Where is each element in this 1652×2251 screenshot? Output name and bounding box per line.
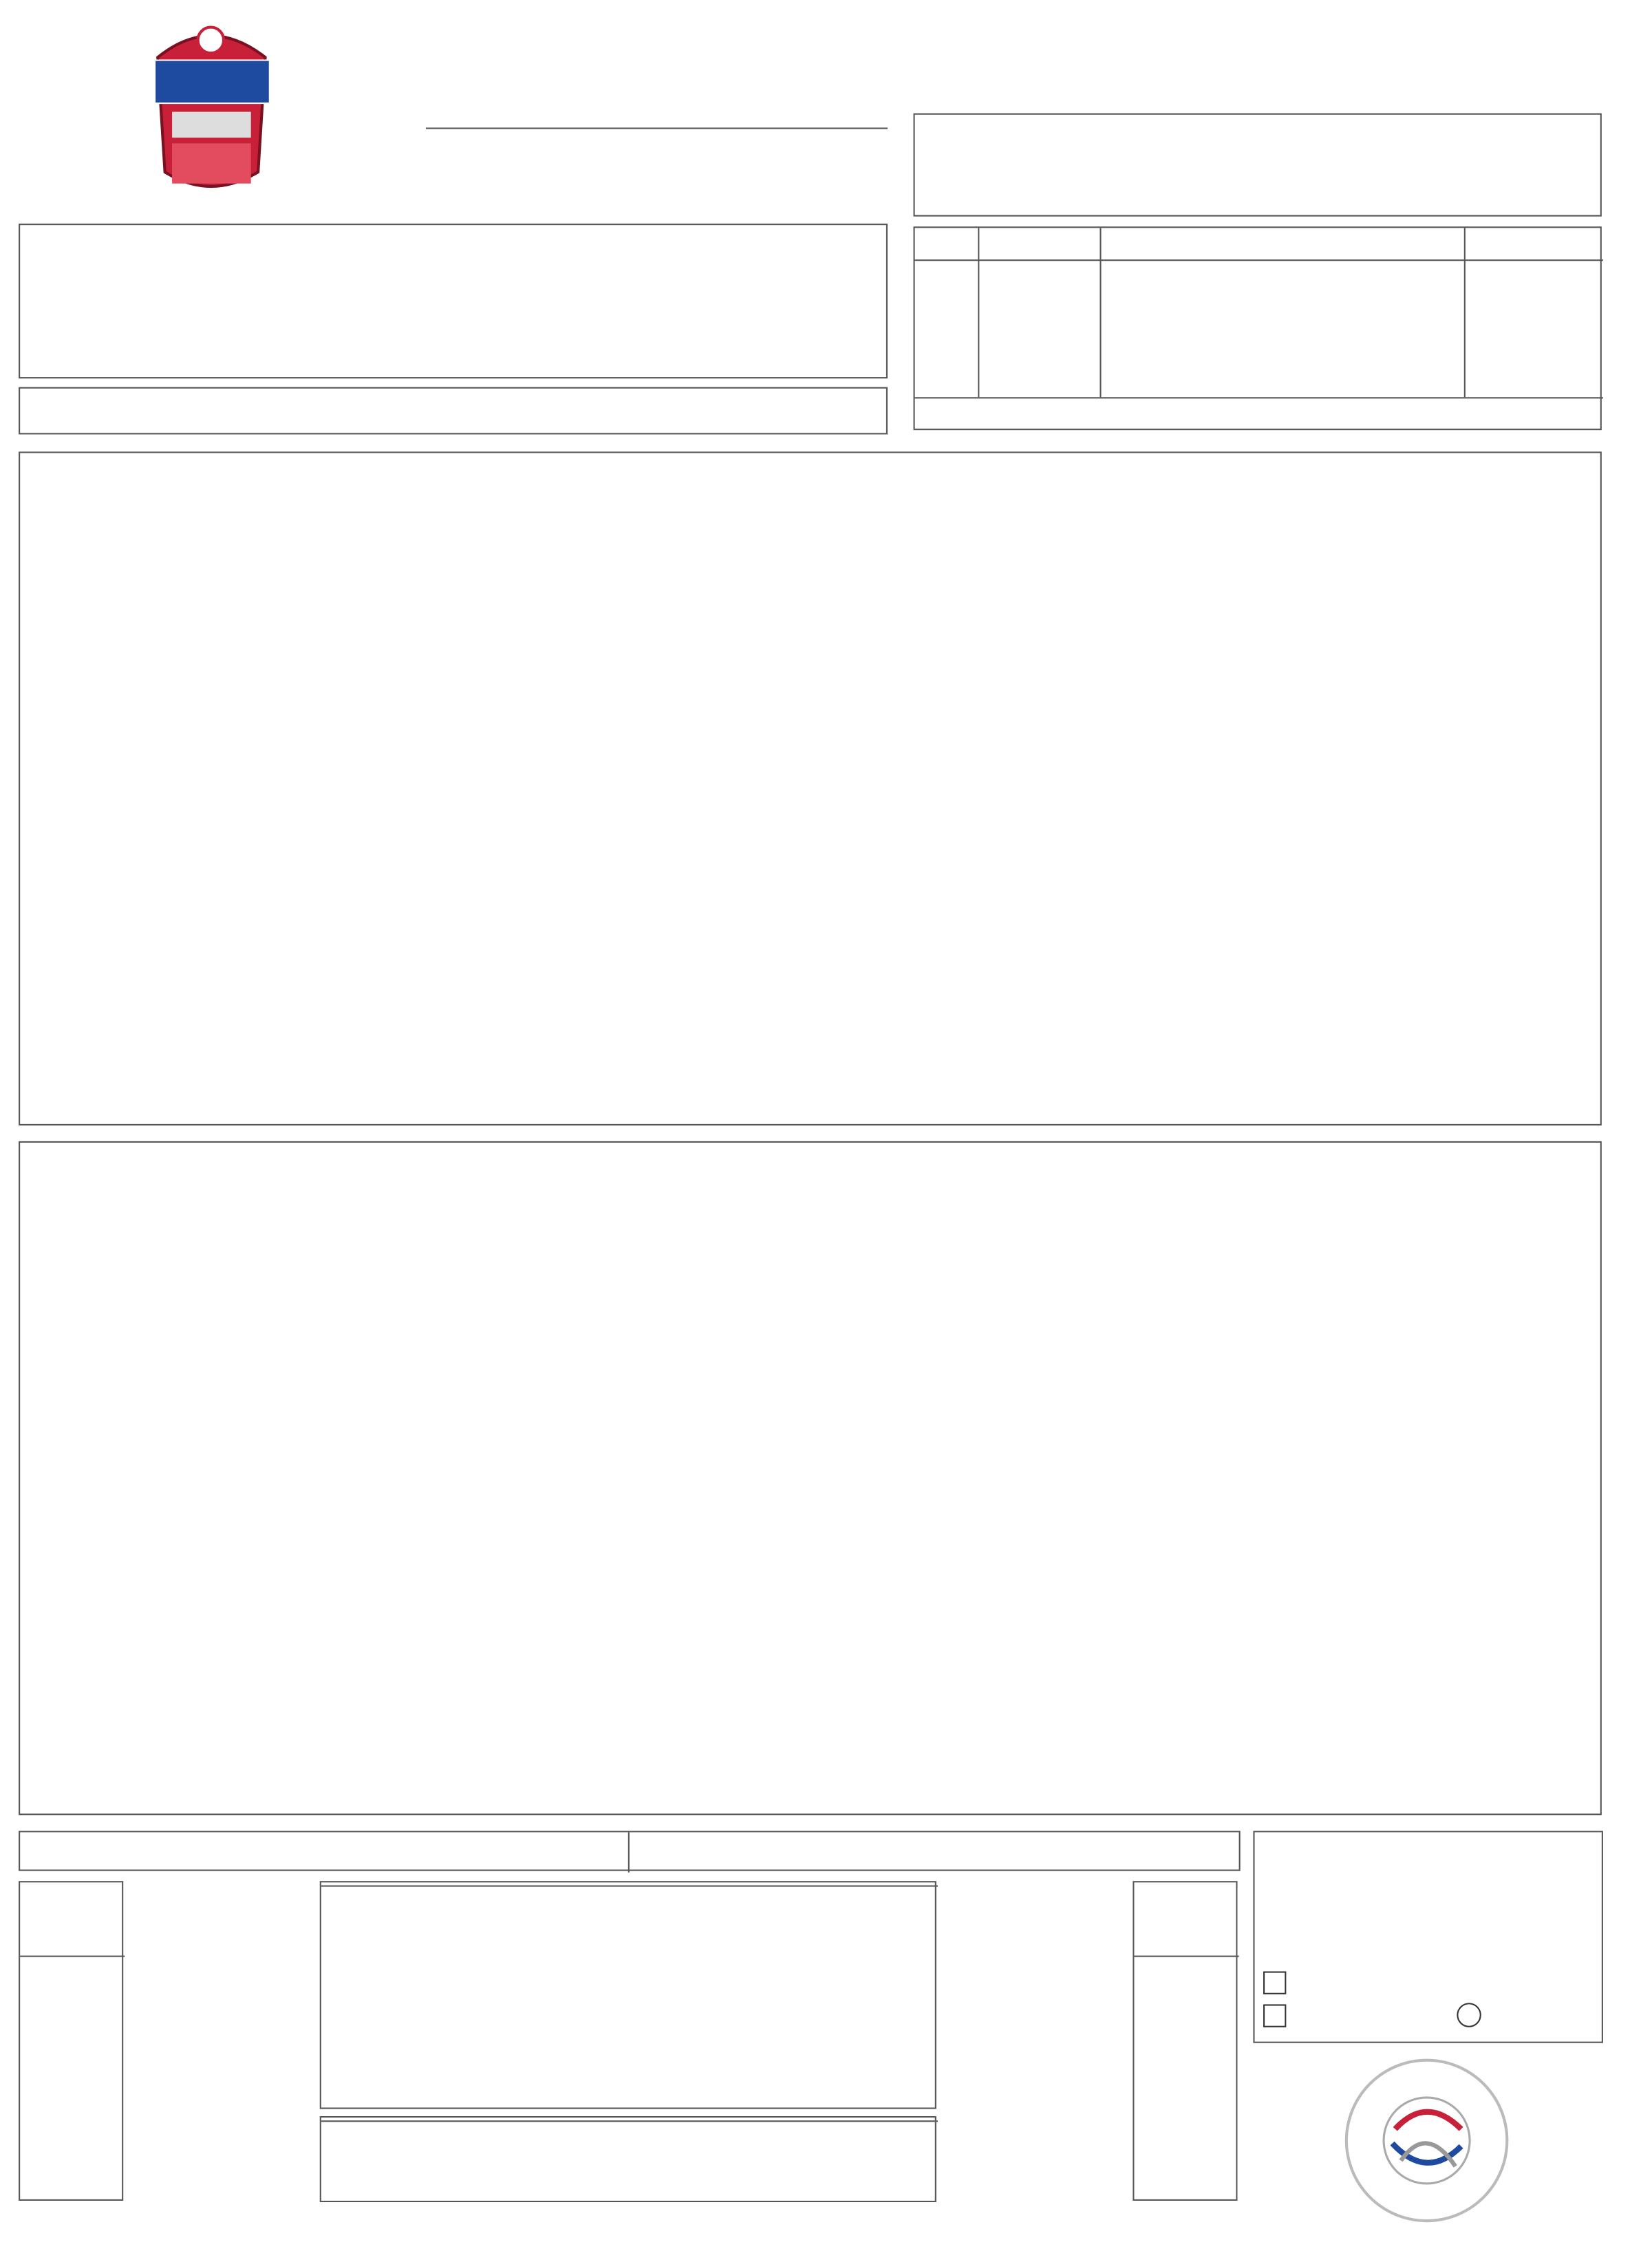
summary-header xyxy=(19,1831,1241,1871)
attack-on-dig xyxy=(320,2116,936,2202)
home-rotation-box xyxy=(19,1881,123,2201)
away-efficiency xyxy=(943,1899,1113,2201)
team-stats-home xyxy=(19,451,1602,1125)
home-efficiency xyxy=(132,1899,301,2201)
federation-logo xyxy=(1341,2054,1513,2226)
away-rotation-box xyxy=(1133,1881,1237,2201)
league-logo xyxy=(143,14,279,201)
starting-lineup-icon xyxy=(1263,1972,1286,1994)
starting-server-icon xyxy=(1457,2003,1481,2027)
starting-setter-icon xyxy=(1263,2004,1286,2027)
scoreboard xyxy=(914,114,1602,217)
kill-title xyxy=(321,1885,938,1886)
match-info xyxy=(19,224,888,378)
legend xyxy=(1253,1831,1602,2043)
referees-box xyxy=(19,387,888,435)
kill-on-reception xyxy=(320,1881,936,2109)
set-results xyxy=(914,226,1602,430)
dig-title xyxy=(321,2120,938,2122)
team-stats-away xyxy=(19,1141,1602,1815)
